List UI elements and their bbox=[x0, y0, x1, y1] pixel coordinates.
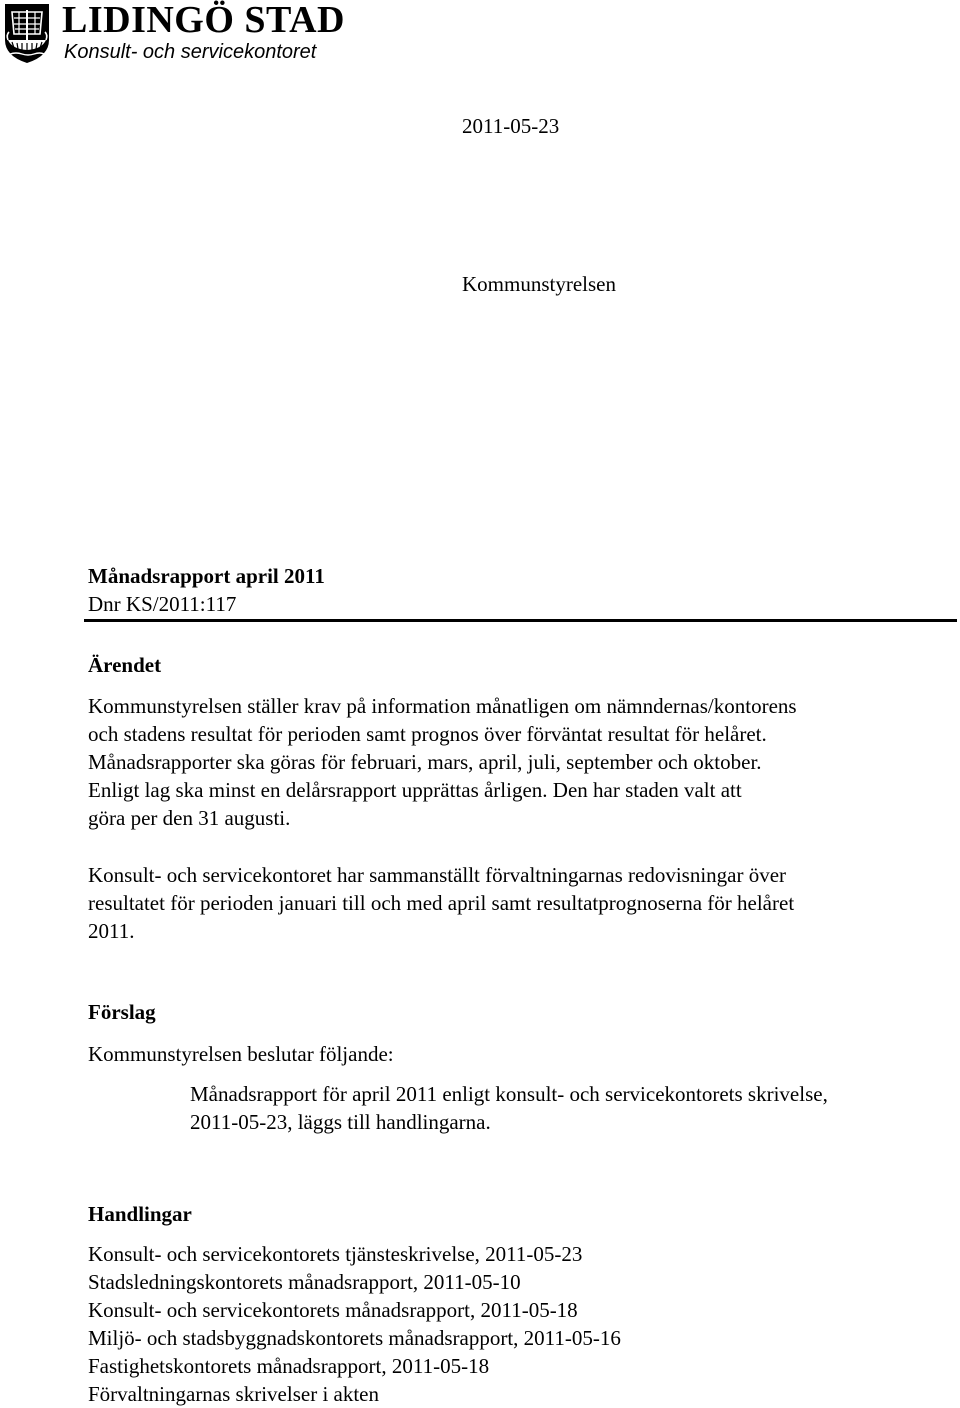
arendet-paragraph-2 bbox=[88, 861, 794, 945]
brand-name: LIDINGÖ STAD bbox=[62, 0, 345, 41]
recipient: Kommunstyrelsen bbox=[462, 272, 616, 296]
list-item: Stadsledningskontorets månadsrapport, 2011-05-10 bbox=[88, 1270, 521, 1294]
text-line: göra per den 31 augusti. bbox=[88, 806, 291, 830]
list-item: Konsult- och servicekontorets tjänsteskrivelse, 2011-05-23 bbox=[88, 1242, 583, 1266]
case-number: Dnr KS/2011:117 bbox=[88, 592, 237, 616]
forslag-decision bbox=[190, 1080, 828, 1136]
list-item: Miljö- och stadsbyggnadskontorets månadsrapport, 2011-05-16 bbox=[88, 1326, 621, 1350]
list-item: Konsult- och servicekontorets månadsrapport, 2011-05-18 bbox=[88, 1298, 578, 1322]
text-line: Kommunstyrelsen ställer krav på information månatligen om nämndernas/kontorens bbox=[88, 694, 797, 718]
heading-handlingar: Handlingar bbox=[88, 1202, 192, 1226]
text-line: 2011. bbox=[88, 919, 135, 943]
documents-list bbox=[88, 1240, 621, 1408]
document-title: Månadsrapport april 2011 bbox=[88, 564, 325, 588]
heading-forslag: Förslag bbox=[88, 1000, 156, 1024]
list-item: Förvaltningarnas skrivelser i akten bbox=[88, 1382, 380, 1406]
text-line: Månadsrapport för april 2011 enligt konsult- och servicekontorets skrivelse, bbox=[190, 1082, 828, 1106]
forslag-intro bbox=[88, 1040, 394, 1068]
text-line: 2011-05-23, läggs till handlingarna. bbox=[190, 1110, 491, 1134]
text-line: Kommunstyrelsen beslutar följande: bbox=[88, 1042, 394, 1066]
text-line: Månadsrapporter ska göras för februari, mars, april, juli, september och oktober. bbox=[88, 750, 762, 774]
arendet-paragraph-1 bbox=[88, 692, 797, 832]
viking-ship-icon bbox=[2, 2, 52, 64]
text-line: Konsult- och servicekontoret har sammanställt förvaltningarnas redovisningar över bbox=[88, 863, 787, 887]
text-line: resultatet för perioden januari till och med april samt resultatprognoserna för helåret bbox=[88, 891, 795, 915]
title-divider bbox=[84, 619, 957, 622]
logo bbox=[0, 0, 345, 70]
document-date: 2011-05-23 bbox=[462, 114, 560, 138]
text-line: Enligt lag ska minst en delårsrapport upprättas årligen. Den har staden valt att bbox=[88, 778, 742, 802]
heading-arendet: Ärendet bbox=[88, 653, 162, 677]
list-item: Fastighetskontorets månadsrapport, 2011-05-18 bbox=[88, 1354, 490, 1378]
text-line: och stadens resultat för perioden samt prognos över förväntat resultat för helåret. bbox=[88, 722, 767, 746]
unit-name: Konsult- och servicekontoret bbox=[64, 41, 317, 63]
